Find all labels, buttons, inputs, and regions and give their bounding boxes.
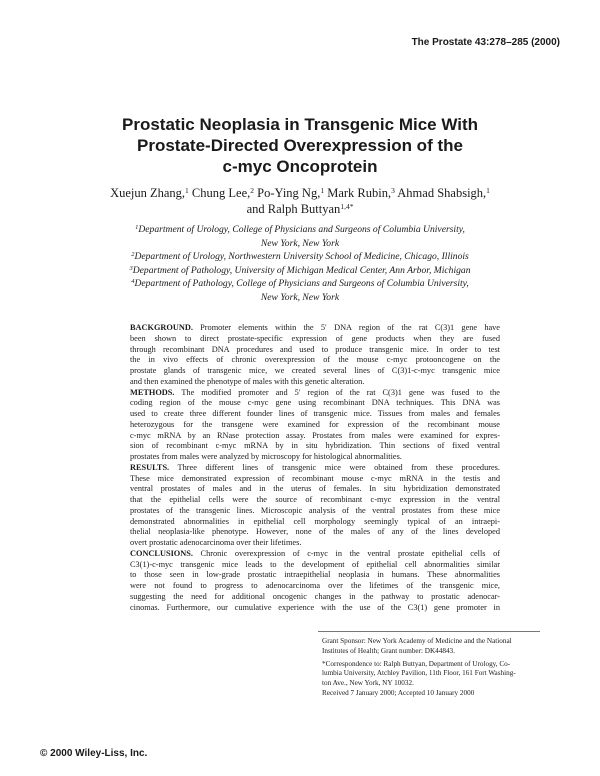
- abstract-line: c-myc mRNA by an RNase protection assay. Prostates from males were examined for expres-: [130, 430, 500, 440]
- correspondence-line: ton Ave., New York, NY 10032.: [322, 679, 414, 688]
- footnotes: [322, 637, 540, 699]
- journal-header: The Prostate 43:278–285 (2000): [411, 37, 560, 48]
- title-line: Prostate-Directed Overexpression of the: [137, 136, 463, 155]
- abstract-line: thelial neoplasia-like phenotype. However, none of the males of any of the lines developed: [130, 527, 500, 537]
- author-name: Ahmad Shabsigh,: [397, 186, 487, 200]
- affiliation: Department of Urology, College of Physicians and Surgeons of Columbia University,: [138, 224, 465, 235]
- abstract-line: RESULTS. Three different lines of transgenic mice were obtained from these procedures.: [130, 462, 500, 472]
- author-list: Xuejun Zhang,$^1$ Chung Lee,$^2$ Po-Ying Ng,$^1$ Mark Rubin,$^3$ Ahmad Shabsigh,$^1$ and Ralph Buttyan$^{1,4*}$: [110, 186, 490, 216]
- abstract-line: and then examined the phenotype of males with this genetic alteration.: [130, 376, 365, 386]
- abstract-line: heterozygous for the transgene were examined for expression of the recombinant mouse: [130, 419, 500, 429]
- abstract-line: prostate glands of transgenic mice, we created several lines of C(3)1-c-myc transgenic mice: [130, 366, 500, 375]
- abstract-line: overt prostatic adenocarcinoma over their lifetimes.: [130, 538, 302, 547]
- affiliation-cont: New York, New York: [260, 237, 340, 249]
- copyright-notice: © 2000 Wiley-Liss, Inc.: [40, 748, 148, 759]
- abstract-line: been shown to direct prostate-specific expression of gene products when they are fused: [130, 333, 500, 343]
- affiliation-cont: New York, New York: [260, 291, 340, 303]
- abstract-line: sion of recombinant c-myc mRNA by in situ hybridization. Thin sections of fixed ventral: [130, 441, 500, 451]
- author-name: Po-Ying Ng,: [257, 186, 321, 200]
- abstract-line: CONCLUSIONS. Chronic overexpression of c-myc in the ventral prostate epithelial cells of: [130, 548, 500, 558]
- abstract-line: BACKGROUND. Promoter elements within the 5′ DNA region of the rat C(3)1 gene have: [130, 323, 500, 332]
- article-title: [60, 114, 540, 177]
- abstract-line: prostates of the transgenic lines. Microscopic analysis of the ventral prostates from these mice: [130, 505, 500, 515]
- author-name: and Ralph Buttyan: [246, 201, 341, 216]
- affiliations: $^1$Department of Urology, College of Physicians and Surgeons of Columbia University, New York, New York $^2$Department of Urology, Northwestern University School of Medicine, Chicago, Illinois $^3$Department of Pathology, University of Michigan Medical Center, Ann Arbor, Michigan $^4$Department of Pathology, College of Physicians and Surgeons of Columbia University, New York, New York: [80, 223, 520, 305]
- abstract-line: coding region of the mouse c-myc gene using recombinant DNA techniques. This DNA was: [130, 398, 500, 408]
- section-head-background: BACKGROUND.: [130, 323, 193, 332]
- affiliation: Department of Pathology, University of Michigan Medical Center, Ann Arbor, Michigan: [132, 264, 471, 276]
- section-head-results: RESULTS.: [130, 462, 170, 472]
- abstract-line: C3(1)-c-myc transgenic mice leads to the development of epithelial cell abnormalities similar: [130, 559, 500, 569]
- abstract-line: prostates from males were analyzed by microscopy for histological abnormalities.: [130, 452, 402, 461]
- section-head-conclusions: CONCLUSIONS.: [130, 548, 193, 558]
- abstract-line: METHODS. The modified promoter and 5′ region of the rat C(3)1 gene was fused to the: [130, 387, 500, 397]
- abstract-line: demonstrated abnormalities in epithelial cell morphology seemingly typical of an intraepi-: [130, 516, 500, 526]
- abstract-line: to those seen in low-grade prostatic intraepithelial neoplasia in humans. These abnormalities: [130, 570, 500, 580]
- author-name: Chung Lee,: [191, 186, 251, 200]
- grant-line: Grant Sponsor: New York Academy of Medicine and the National: [322, 637, 512, 645]
- affiliation: Department of Pathology, College of Physicians and Surgeons of Columbia University,: [134, 278, 469, 290]
- abstract: [130, 323, 500, 613]
- grant-line: Institutes of Health; Grant number: DK44843.: [322, 646, 455, 655]
- abstract-line: ventral prostates of males and in the uterus of females. In situ hybridization demonstrated: [130, 484, 500, 494]
- abstract-line: These mice demonstrated expression of recombinant mouse c-myc mRNA in the testis and: [130, 473, 500, 483]
- abstract-line: that the epithelial cells were the source of recombinant c-myc expression in the ventral: [130, 495, 500, 504]
- affiliation: Department of Urology, Northwestern University School of Medicine, Chicago, Illinois: [134, 251, 469, 263]
- author-name: Mark Rubin,: [327, 186, 392, 200]
- author-name: Xuejun Zhang,: [110, 186, 186, 200]
- abstract-line: the in vivo effects of chronic overexpression of the mouse c-myc protooncogene on the: [130, 355, 500, 365]
- abstract-line: through recombinant DNA procedures and used to produce transgenic mice. In order to test: [130, 344, 500, 354]
- abstract-line: were not found to progress to adenocarcinoma over the lifetimes of the transgenic mice,: [130, 581, 500, 590]
- received-date: Received 7 January 2000; Accepted 10 January 2000: [322, 688, 475, 697]
- title-line: Prostatic Neoplasia in Transgenic Mice With: [122, 115, 478, 134]
- footnote-divider: [318, 631, 540, 632]
- section-head-methods: METHODS.: [130, 387, 175, 397]
- correspondence-line: lumbia University, Atchley Pavilion, 11th Floor, 161 Fort Washing-: [322, 669, 516, 678]
- title-line: c-myc Oncoprotein: [222, 157, 378, 176]
- abstract-line: used to create three different founder lines of transgenic mice. Tissues from males and females: [130, 409, 500, 418]
- abstract-line: cinomas. Furthermore, our cumulative experience with the use of the C3(1) gene promoter in: [130, 602, 500, 612]
- abstract-line: suggesting the need for additional oncogenic changes in the pathway to prostatic adenocar-: [130, 591, 500, 601]
- correspondence-line: *Correspondence to: Ralph Buttyan, Department of Urology, Co-: [322, 659, 511, 668]
